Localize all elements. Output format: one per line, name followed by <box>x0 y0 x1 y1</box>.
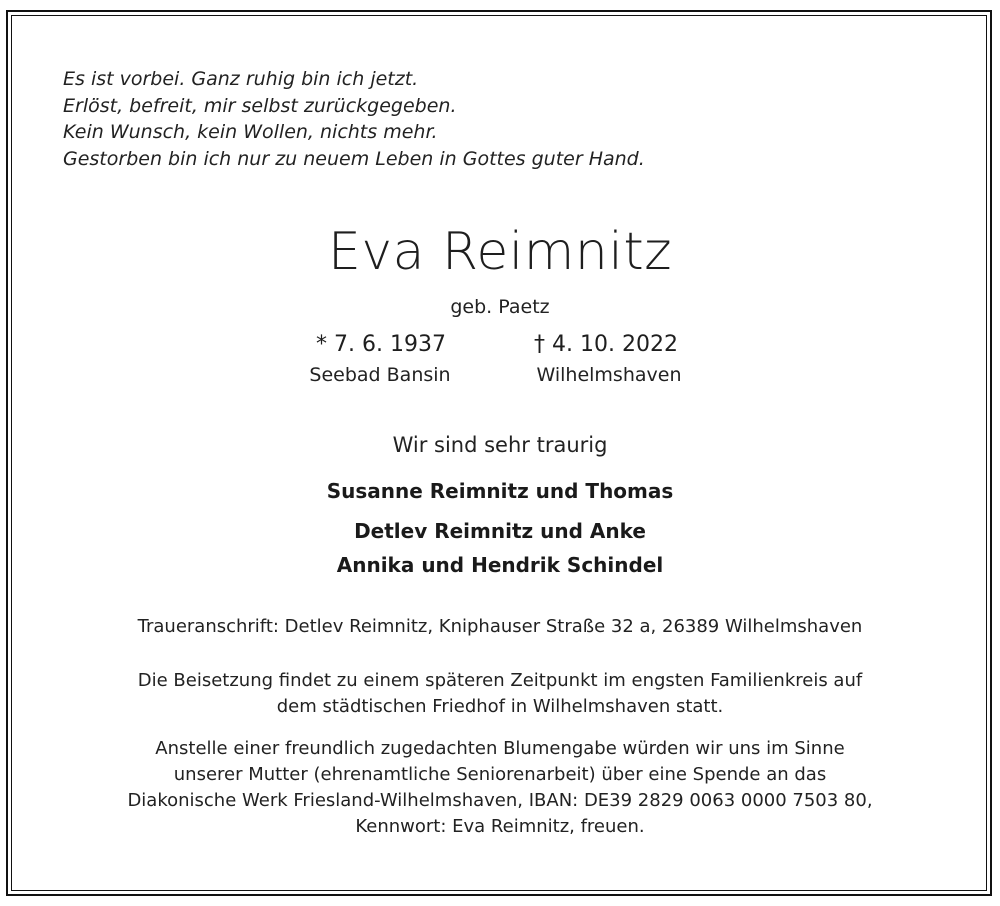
poem <box>63 66 645 172</box>
burial-line: dem städtischen Friedhof in Wilhelmshaven statt. <box>276 696 724 717</box>
death-place: Wilhelmshaven <box>536 364 682 386</box>
donation-line: Kennwort: Eva Reimnitz, freuen. <box>355 816 645 837</box>
donation-line: unserer Mutter (ehrenamtliche Seniorenarbeit) über eine Spende an das <box>173 764 827 785</box>
mourning-address: Traueranschrift: Detlev Reimnitz, Kniphauser Straße 32 a, 26389 Wilhelmshaven <box>137 616 863 637</box>
poem-line: Erlöst, befreit, mir selbst zurückgegeben. <box>63 94 457 117</box>
donation-line: Diakonische Werk Friesland-Wilhelmshaven, IBAN: DE39 2829 0063 0000 7503 80, <box>127 790 873 811</box>
mourner-name: Detlev Reimnitz und Anke <box>354 519 646 543</box>
poem-line: Kein Wunsch, kein Wollen, nichts mehr. <box>63 121 438 143</box>
birth-date: * 7. 6. 1937 <box>316 332 446 357</box>
mourner-name: Susanne Reimnitz und Thomas <box>326 479 674 503</box>
death-date: † 4. 10. 2022 <box>534 332 678 357</box>
mourners-intro: Wir sind sehr traurig <box>392 433 608 457</box>
mourner-name: Annika und Hendrik Schindel <box>336 553 664 577</box>
mourners-list <box>0 474 1000 582</box>
donation-notice <box>0 736 1000 840</box>
maiden-name: geb. Paetz <box>450 296 550 318</box>
poem-line: Es ist vorbei. Ganz ruhig bin ich jetzt. <box>63 68 419 90</box>
donation-line: Anstelle einer freundlich zugedachten Blumengabe würden wir uns im Sinne <box>155 738 845 759</box>
poem-line: Gestorben bin ich nur zu neuem Leben in Gottes guter Hand. <box>63 147 645 170</box>
deceased-name: Eva Reimnitz <box>328 222 672 282</box>
burial-line: Die Beisetzung findet zu einem späteren Zeitpunkt im engsten Familienkreis auf <box>137 670 863 691</box>
burial-notice <box>0 668 1000 720</box>
birth-place: Seebad Bansin <box>309 364 451 386</box>
